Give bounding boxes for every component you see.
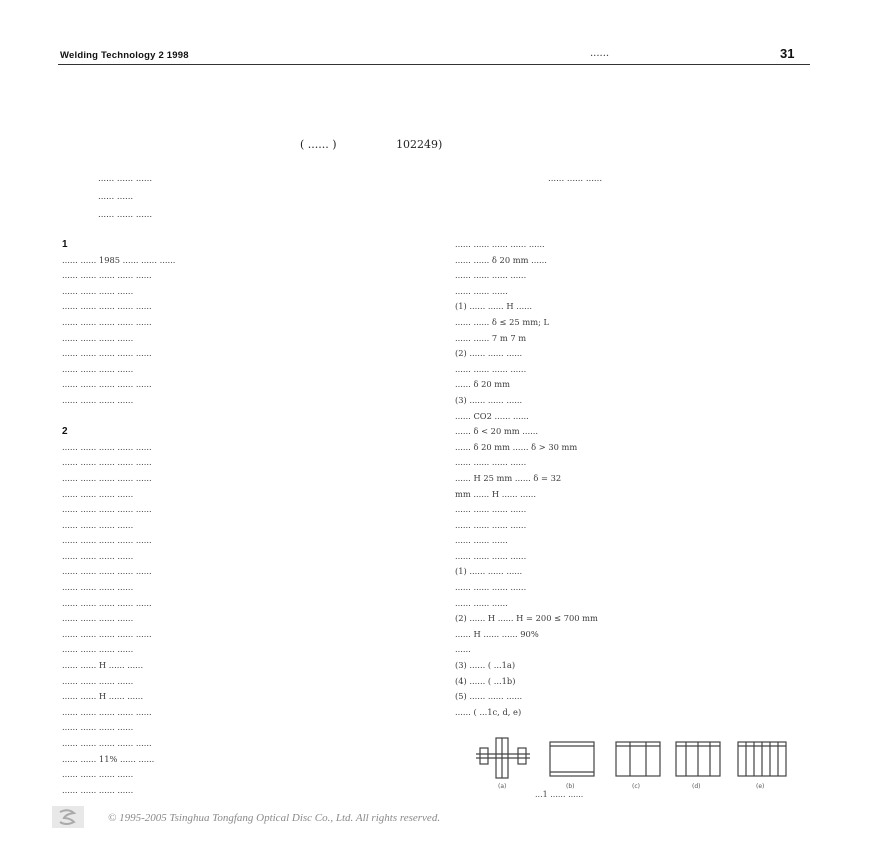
right-column-body <box>455 237 815 720</box>
text-line: ...... ...... ...... ...... ...... <box>62 457 152 468</box>
abstract-right-line: ...... ...... ...... <box>548 174 603 184</box>
figure-label-b: (b) <box>566 783 575 790</box>
text-line: ...... ...... ...... ...... ...... <box>62 504 152 515</box>
figure-1 <box>468 736 808 796</box>
text-line: ...... ...... ...... ...... ...... <box>62 597 152 608</box>
text-line: ...... δ < 20 mm ...... <box>455 426 539 437</box>
text-line: ...... <box>455 644 471 655</box>
text-line: ...... ...... 1985 ...... ...... ...... <box>62 254 176 265</box>
section-2-heading: 2 <box>62 426 68 438</box>
text-line: ...... ...... H ...... ...... <box>62 660 144 671</box>
text-line: ...... ...... ...... ...... ...... <box>62 348 152 359</box>
text-line: ...... ...... ...... ...... <box>62 769 134 780</box>
figure-caption: ...1 ...... ...... <box>535 790 584 799</box>
page-number: 31 <box>780 46 795 61</box>
text-line: ...... ...... ...... ...... <box>455 504 527 515</box>
section-2-body <box>62 440 422 799</box>
text-line: ...... ...... ...... <box>455 285 508 296</box>
header-rule <box>58 64 810 65</box>
text-line: ...... ...... ...... ...... <box>62 550 134 561</box>
text-line: ...... δ 20 mm <box>455 379 511 390</box>
text-line: ...... ...... ...... ...... ...... <box>62 301 152 312</box>
text-line: ...... CO2 ...... ...... <box>455 410 529 421</box>
figure-1a-diagram <box>476 738 530 778</box>
text-line: ...... ...... ...... ...... ...... <box>62 566 152 577</box>
text-line: ...... ...... ...... ...... <box>62 285 134 296</box>
text-line: ...... ...... ...... ...... <box>62 675 134 686</box>
text-line: ...... ...... δ 20 mm ...... <box>455 254 547 265</box>
figure-1e-diagram <box>738 742 786 776</box>
text-line: ...... δ 20 mm ...... δ > 30 mm <box>455 441 578 452</box>
text-line: (1) ...... ...... ...... <box>455 566 523 577</box>
text-line: ...... ...... ...... ...... <box>455 270 527 281</box>
copyright-notice: © 1995-2005 Tsinghua Tongfang Optical Disc Co., Ltd. All rights reserved. <box>108 812 441 824</box>
text-line: ...... ( ...1c, d, e) <box>455 706 522 717</box>
text-line: (5) ...... ...... ...... <box>455 691 523 702</box>
section-1-body <box>62 253 422 409</box>
abstract-line: ...... ...... ...... <box>98 174 153 184</box>
text-line: (1) ...... ...... H ...... <box>455 301 533 312</box>
text-line: ...... ...... ...... ...... <box>62 394 134 405</box>
text-line: ...... ...... ...... ...... ...... <box>455 239 545 249</box>
text-line: ...... ...... H ...... ...... <box>62 691 144 702</box>
right-column <box>455 237 815 720</box>
affiliation <box>300 138 442 151</box>
figure-label-d: (d) <box>692 783 701 790</box>
text-line: (2) ...... H ...... H = 200 ≤ 700 mm <box>455 613 598 624</box>
text-line: ...... ...... δ ≤ 25 mm; L <box>455 316 550 327</box>
text-line: (3) ...... ...... ...... <box>455 394 523 405</box>
text-line: ...... ...... ...... ...... ...... <box>62 706 152 717</box>
affiliation-postal-code: 102249) <box>396 138 443 151</box>
left-column <box>62 237 422 798</box>
text-line: ...... ...... ...... ...... <box>62 519 134 530</box>
figure-label-e: (e) <box>756 783 765 790</box>
text-line: ...... ...... ...... ...... <box>62 784 134 795</box>
text-line: ...... ...... ...... ...... <box>455 550 527 561</box>
section-1-heading: 1 <box>62 239 68 250</box>
text-line: ...... H 25 mm ...... δ = 32 <box>455 472 562 483</box>
text-line: ...... ...... ...... ...... <box>455 519 527 530</box>
text-line: ...... ...... ...... <box>455 597 508 608</box>
abstract-line: ...... ...... <box>98 192 134 202</box>
text-line: ...... ...... ...... ...... <box>455 457 527 468</box>
text-line: ...... ...... ...... ...... <box>62 613 134 624</box>
text-line: ...... ...... ...... ...... ...... <box>62 316 152 327</box>
abstract <box>98 170 718 224</box>
text-line: ...... ...... ...... ...... <box>62 644 134 655</box>
text-line: ...... ...... ...... ...... <box>62 332 134 343</box>
section-title: ...... <box>590 48 610 59</box>
text-line: ...... H ...... ...... 90% <box>455 628 539 639</box>
text-line: ...... ...... ...... ...... <box>62 363 134 374</box>
figure-1d-diagram <box>676 742 720 776</box>
figure-1c-diagram <box>616 742 660 776</box>
abstract-line: ...... ...... ...... <box>98 210 153 220</box>
figure-label-a: (a) <box>498 783 507 790</box>
text-line: ...... ...... ...... ...... ...... <box>62 441 152 452</box>
text-line: ...... ...... ...... ...... ...... <box>62 379 152 390</box>
text-line: (3) ...... ( ...1a) <box>455 660 516 671</box>
journal-title: Welding Technology 2 1998 <box>60 50 189 61</box>
text-line: ...... ...... 7 m 7 m <box>455 332 527 343</box>
text-line: mm ...... H ...... ...... <box>455 488 536 499</box>
figure-1b-diagram <box>550 742 594 776</box>
text-line: ...... ...... 11% ...... ...... <box>62 753 155 764</box>
publisher-logo-icon <box>52 806 84 828</box>
text-line: ...... ...... ...... ...... ...... <box>62 535 152 546</box>
text-line: ...... ...... ...... ...... <box>455 363 527 374</box>
text-line: ...... ...... ...... ...... ...... <box>62 472 152 483</box>
text-line: ...... ...... ...... ...... <box>62 488 134 499</box>
text-line: ...... ...... ...... <box>455 535 508 546</box>
text-line: ...... ...... ...... ...... <box>62 722 134 733</box>
text-line: (4) ...... ( ...1b) <box>455 675 516 686</box>
text-line: ...... ...... ...... ...... ...... <box>62 628 152 639</box>
figure-label-c: (c) <box>632 783 640 790</box>
text-line: (2) ...... ...... ...... <box>455 348 523 359</box>
affiliation-institution: ( ...... ) <box>300 138 337 151</box>
text-line: ...... ...... ...... ...... <box>455 582 527 593</box>
text-line: ...... ...... ...... ...... ...... <box>62 738 152 748</box>
text-line: ...... ...... ...... ...... ...... <box>62 270 152 281</box>
text-line: ...... ...... ...... ...... <box>62 582 134 593</box>
